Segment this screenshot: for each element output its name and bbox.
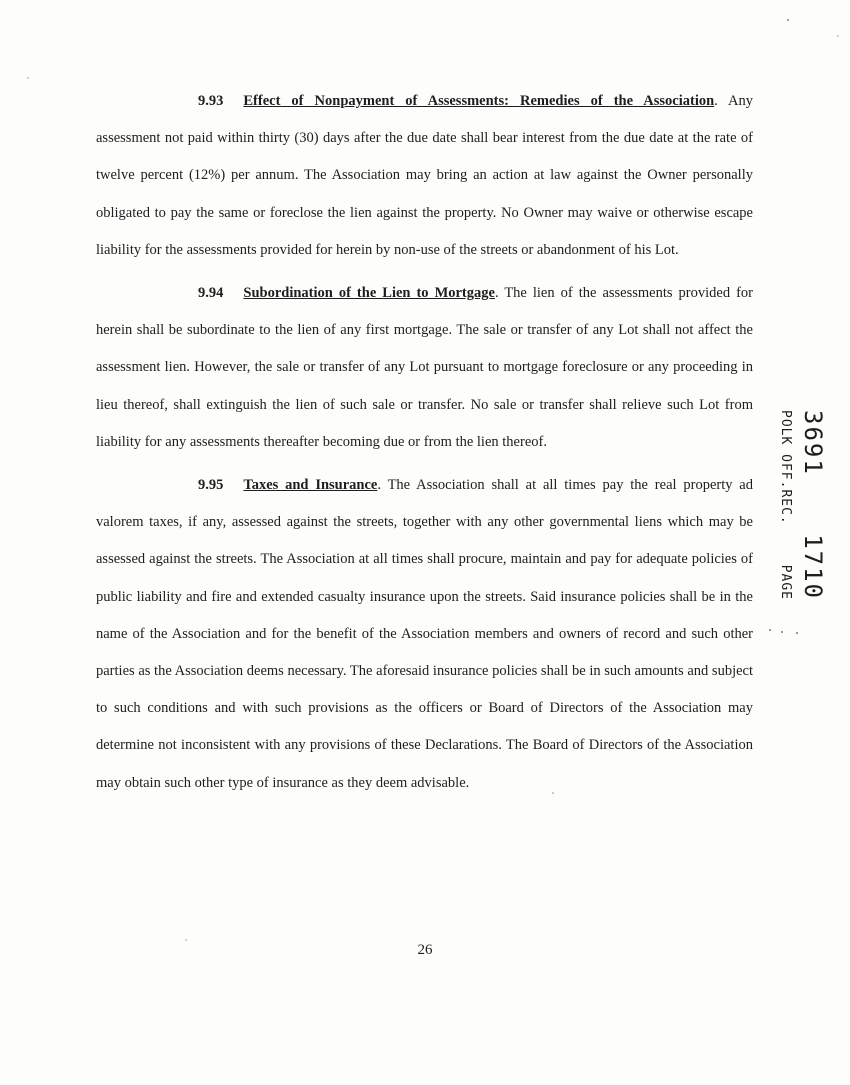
- stamp-page-label: PAGE: [778, 564, 793, 600]
- stamp-page-number: 1710: [799, 534, 827, 600]
- section-number: 9.95: [198, 477, 224, 494]
- section-body: Any assessment not paid within thirty (30) days after the due date shall bear interest from the due date at the rate of twelve percent (12%) per annum. The Association may bring an action at law against the Owner personally obligated to pay the same or foreclose the lien against the property. No Owner may waive or otherwise escape liability for the assessments provided for herein by non-use of the streets or abandonment of his Lot.: [96, 93, 754, 258]
- page-number: 26: [417, 942, 433, 958]
- section-heading: Taxes and Insurance: [243, 477, 378, 494]
- section-body: The lien of the assessments provided for herein shall be subordinate to the lien of any first mortgage. The sale or transfer of any Lot shall not affect the assessment lien. However, the sale or transfer of any Lot pursuant to mortgage foreclosure or any proceeding in lieu thereof, shall extinguish the lien of such sale or transfer. No sale or transfer shall relieve such Lot from liability for any assessments thereafter becoming due or from the lien thereof.: [96, 285, 753, 450]
- section-number: 9.93: [198, 93, 224, 109]
- section-heading: Effect of Nonpayment of Assessments: Remedies of the Association: [243, 93, 715, 109]
- section-body: The Association shall at all times pay the real property ad valorem taxes, if any, assessed against the streets, together with any other governmental liens which may be assessed against the streets. The Association at all times shall procure, maintain and pay for adequate policies of public liability and fire and extended casualty insurance upon the streets. Said insurance policies shall be in the name of the Association and for the benefit of the Association members and owners of record and such other parties as the Association deems necessary. The aforesaid insurance policies shall be in such amounts and subject to such conditions and with such provisions as the officers or Board of Directors of the Association may determine not inconsistent with any provisions of these Declarations. The Board of Directors of the Association may obtain such other type of insurance as they deem advisable.: [96, 477, 753, 791]
- section-heading: Subordination of the Lien to Mortgage: [243, 285, 495, 302]
- stamp-book-number: 3691: [799, 410, 827, 476]
- section-9-94: 9.94 Subordination of the Lien to Mortgage. The lien of the assessments provided for herein shall be subordinate to the lien of any first mortgage. The sale or transfer of any Lot shall not affect the assessment lien. However, the sale or transfer of any Lot pursuant to mortgage foreclosure or any proceeding in lieu thereof, shall extinguish the lien of such sale or transfer. No sale or transfer shall relieve such Lot from liability for any assessments thereafter becoming due or from the lien thereof.: [96, 285, 753, 450]
- section-9-93: 9.93 Effect of Nonpayment of Assessments: Remedies of the Association. Any assessment not paid within thirty (30) days after the due date shall bear interest from the due date at the rate of twelve percent (12%) per annum. The Association may bring an action at law against the Owner personally obligated to pay the same or foreclose the lien against the property. No Owner may waive or otherwise escape liability for the assessments provided for herein by non-use of the streets or abandonment of his Lot.: [96, 93, 754, 258]
- stamp-book-label: POLK OFF.REC.: [778, 410, 793, 525]
- section-number: 9.94: [198, 285, 224, 302]
- section-9-95: 9.95 Taxes and Insurance. The Association shall at all times pay the real property ad valorem taxes, if any, assessed against the streets, together with any other governmental liens which may be assessed against the streets. The Association at all times shall procure, maintain and pay for adequate policies of public liability and fire and extended casualty insurance upon the streets. Said insurance policies shall be in the name of the Association and for the benefit of the Association members and owners of record and such other parties as the Association deems necessary. The aforesaid insurance policies shall be in such amounts and subject to such conditions and with such provisions as the officers or Board of Directors of the Association may determine not inconsistent with any provisions of these Declarations. The Board of Directors of the Association may obtain such other type of insurance as they deem advisable.: [96, 477, 753, 791]
